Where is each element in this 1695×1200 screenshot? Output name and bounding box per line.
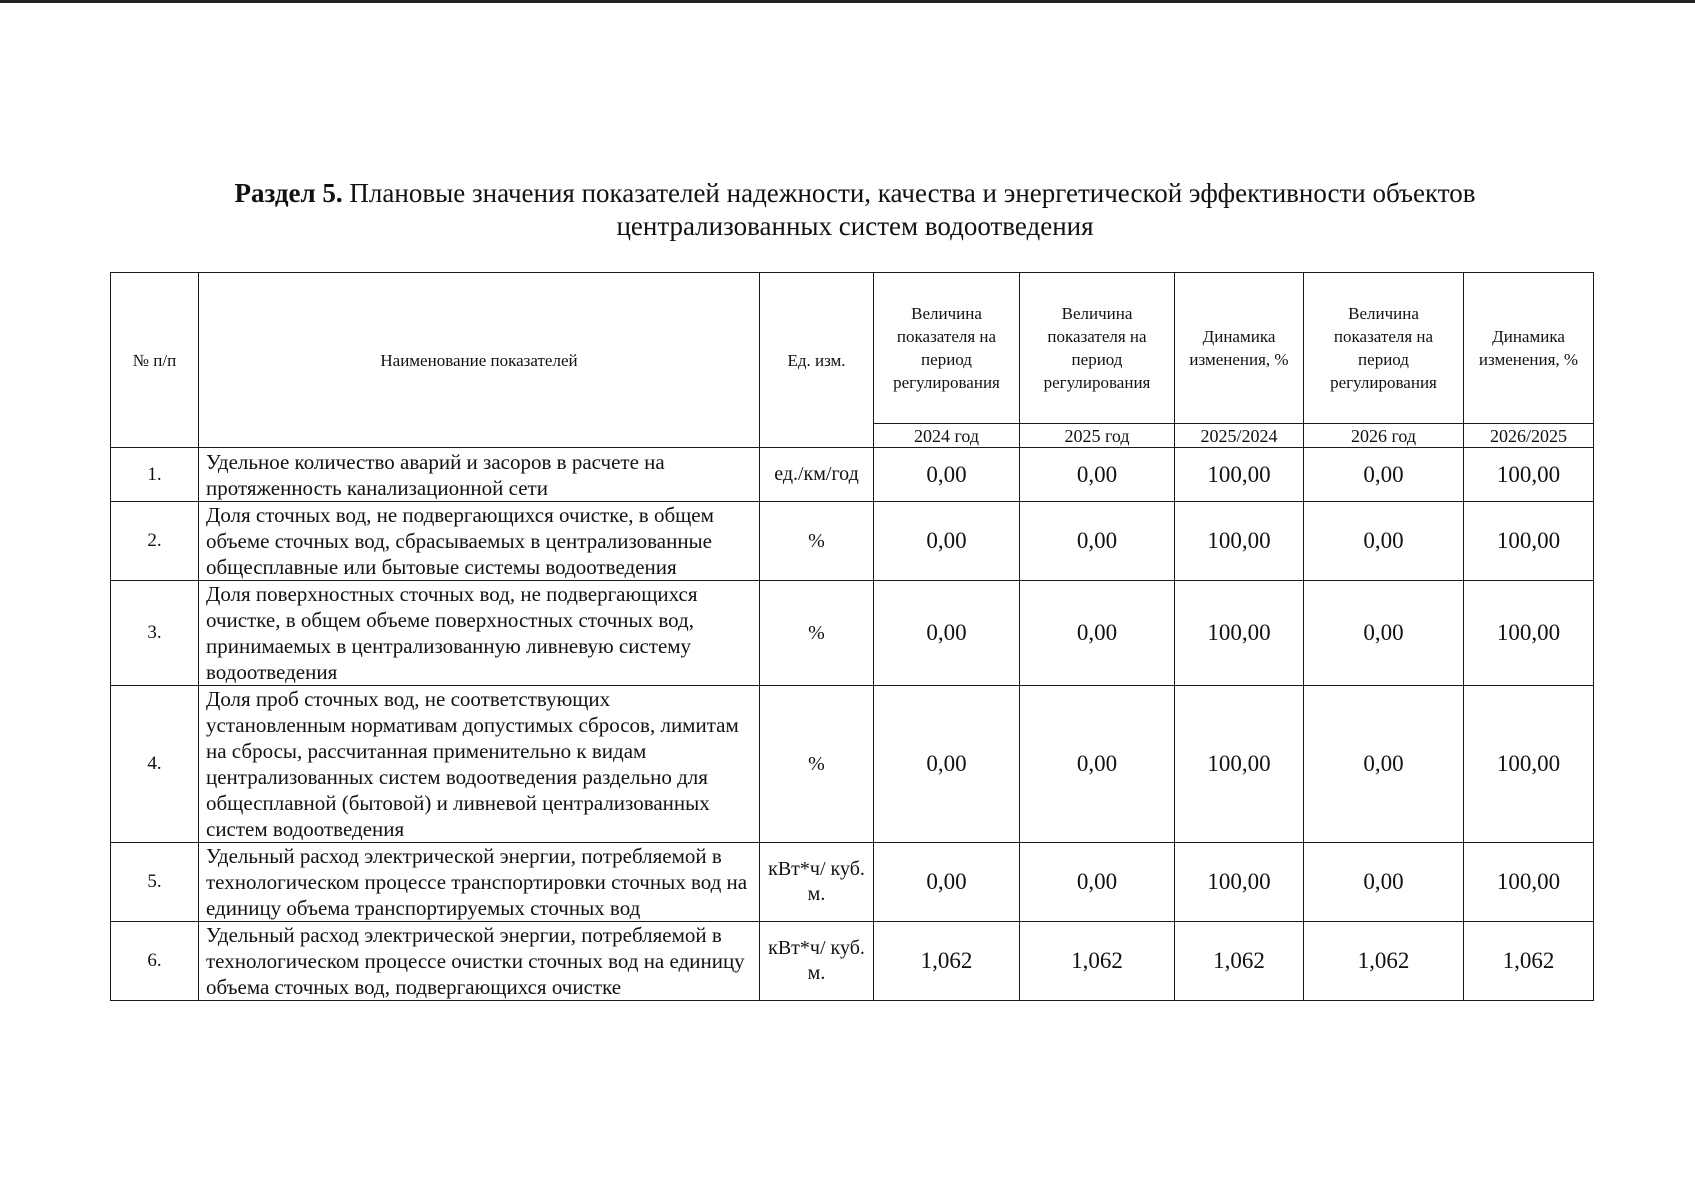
row-number: 1. bbox=[111, 448, 199, 502]
value-2026-cell: 0,00 bbox=[1304, 502, 1464, 581]
unit-cell: % bbox=[760, 581, 874, 686]
unit-cell: ед./км/год bbox=[760, 448, 874, 502]
col-header-number: № п/п bbox=[111, 273, 199, 448]
row-number: 2. bbox=[111, 502, 199, 581]
col-header-value-2024: Величина показателя на период регулирования bbox=[874, 273, 1020, 424]
dynamics-2026-cell: 1,062 bbox=[1464, 922, 1594, 1001]
dynamics-2025-cell: 100,00 bbox=[1175, 448, 1304, 502]
col-header-unit: Ед. изм. bbox=[760, 273, 874, 448]
dynamics-2026-cell: 100,00 bbox=[1464, 448, 1594, 502]
dynamics-2025-cell: 100,00 bbox=[1175, 581, 1304, 686]
value-2025-cell: 1,062 bbox=[1020, 922, 1175, 1001]
value-2024-cell: 0,00 bbox=[874, 502, 1020, 581]
value-2025-cell: 0,00 bbox=[1020, 502, 1175, 581]
row-number: 4. bbox=[111, 686, 199, 843]
col-header-value-2026: Величина показателя на период регулирования bbox=[1304, 273, 1464, 424]
value-2024-cell: 1,062 bbox=[874, 922, 1020, 1001]
unit-cell: % bbox=[760, 686, 874, 843]
indicator-name: Удельный расход электрической энергии, потребляемой в технологическом процессе транспортировки сточных вод на единицу объема транспортируемых сточных вод bbox=[199, 843, 760, 922]
value-2025-cell: 0,00 bbox=[1020, 448, 1175, 502]
value-2024-cell: 0,00 bbox=[874, 448, 1020, 502]
value-2026-cell: 0,00 bbox=[1304, 581, 1464, 686]
value-2026-cell: 1,062 bbox=[1304, 922, 1464, 1001]
value-2026-cell: 0,00 bbox=[1304, 843, 1464, 922]
col-header-dynamics-2026: Динамика изменения, % bbox=[1464, 273, 1594, 424]
table-row bbox=[111, 581, 1594, 686]
value-2024-cell: 0,00 bbox=[874, 843, 1020, 922]
row-number: 3. bbox=[111, 581, 199, 686]
table-row bbox=[111, 686, 1594, 843]
value-2024-cell: 0,00 bbox=[874, 581, 1020, 686]
value-2025-cell: 0,00 bbox=[1020, 581, 1175, 686]
unit-cell: % bbox=[760, 502, 874, 581]
value-2025-cell: 0,00 bbox=[1020, 686, 1175, 843]
col-header-dynamics-2025: Динамика изменения, % bbox=[1175, 273, 1304, 424]
section-heading bbox=[120, 177, 1590, 243]
indicators-table bbox=[110, 272, 1594, 1001]
subheader-2026: 2026 год bbox=[1304, 424, 1464, 448]
table-row bbox=[111, 448, 1594, 502]
unit-cell: кВт*ч/ куб. м. bbox=[760, 843, 874, 922]
section-number: Раздел 5. bbox=[234, 178, 343, 208]
indicator-name: Удельное количество аварий и засоров в расчете на протяженность канализационной сети bbox=[199, 448, 760, 502]
dynamics-2025-cell: 100,00 bbox=[1175, 502, 1304, 581]
dynamics-2026-cell: 100,00 bbox=[1464, 502, 1594, 581]
subheader-2025-2024: 2025/2024 bbox=[1175, 424, 1304, 448]
subheader-2025: 2025 год bbox=[1020, 424, 1175, 448]
row-number: 5. bbox=[111, 843, 199, 922]
unit-cell: кВт*ч/ куб. м. bbox=[760, 922, 874, 1001]
table-row bbox=[111, 502, 1594, 581]
dynamics-2026-cell: 100,00 bbox=[1464, 581, 1594, 686]
indicator-name: Доля сточных вод, не подвергающихся очистке, в общем объеме сточных вод, сбрасываемых в централизованные общесплавные или бытовые системы водоотведения bbox=[199, 502, 760, 581]
indicator-name: Удельный расход электрической энергии, потребляемой в технологическом процессе очистки сточных вод на единицу объема сточных вод, подвергающихся очистке bbox=[199, 922, 760, 1001]
table-row bbox=[111, 922, 1594, 1001]
value-2026-cell: 0,00 bbox=[1304, 686, 1464, 843]
value-2024-cell: 0,00 bbox=[874, 686, 1020, 843]
header-row bbox=[111, 273, 1594, 424]
dynamics-2025-cell: 100,00 bbox=[1175, 686, 1304, 843]
dynamics-2026-cell: 100,00 bbox=[1464, 843, 1594, 922]
indicator-name: Доля поверхностных сточных вод, не подвергающихся очистке, в общем объеме поверхностных сточных вод, принимаемых в централизованную ливневую систему водоотведения bbox=[199, 581, 760, 686]
col-header-name: Наименование показателей bbox=[199, 273, 760, 448]
value-2026-cell: 0,00 bbox=[1304, 448, 1464, 502]
subheader-2026-2025: 2026/2025 bbox=[1464, 424, 1594, 448]
col-header-value-2025: Величина показателя на период регулирования bbox=[1020, 273, 1175, 424]
subheader-2024: 2024 год bbox=[874, 424, 1020, 448]
dynamics-2026-cell: 100,00 bbox=[1464, 686, 1594, 843]
dynamics-2025-cell: 100,00 bbox=[1175, 843, 1304, 922]
value-2025-cell: 0,00 bbox=[1020, 843, 1175, 922]
dynamics-2025-cell: 1,062 bbox=[1175, 922, 1304, 1001]
indicator-name: Доля проб сточных вод, не соответствующих установленным нормативам допустимых сбросов, лимитам на сбросы, рассчитанная применительно к видам централизованных систем водоотведения раздельно для общесплавной (бытовой) и ливневой централизованных систем водоотведения bbox=[199, 686, 760, 843]
table-row bbox=[111, 843, 1594, 922]
section-title-line1: Плановые значения показателей надежности, качества и энергетической эффективности объектов bbox=[342, 178, 1476, 208]
section-title-line2: централизованных систем водоотведения bbox=[616, 211, 1094, 241]
scan-top-edge bbox=[0, 0, 1695, 3]
row-number: 6. bbox=[111, 922, 199, 1001]
